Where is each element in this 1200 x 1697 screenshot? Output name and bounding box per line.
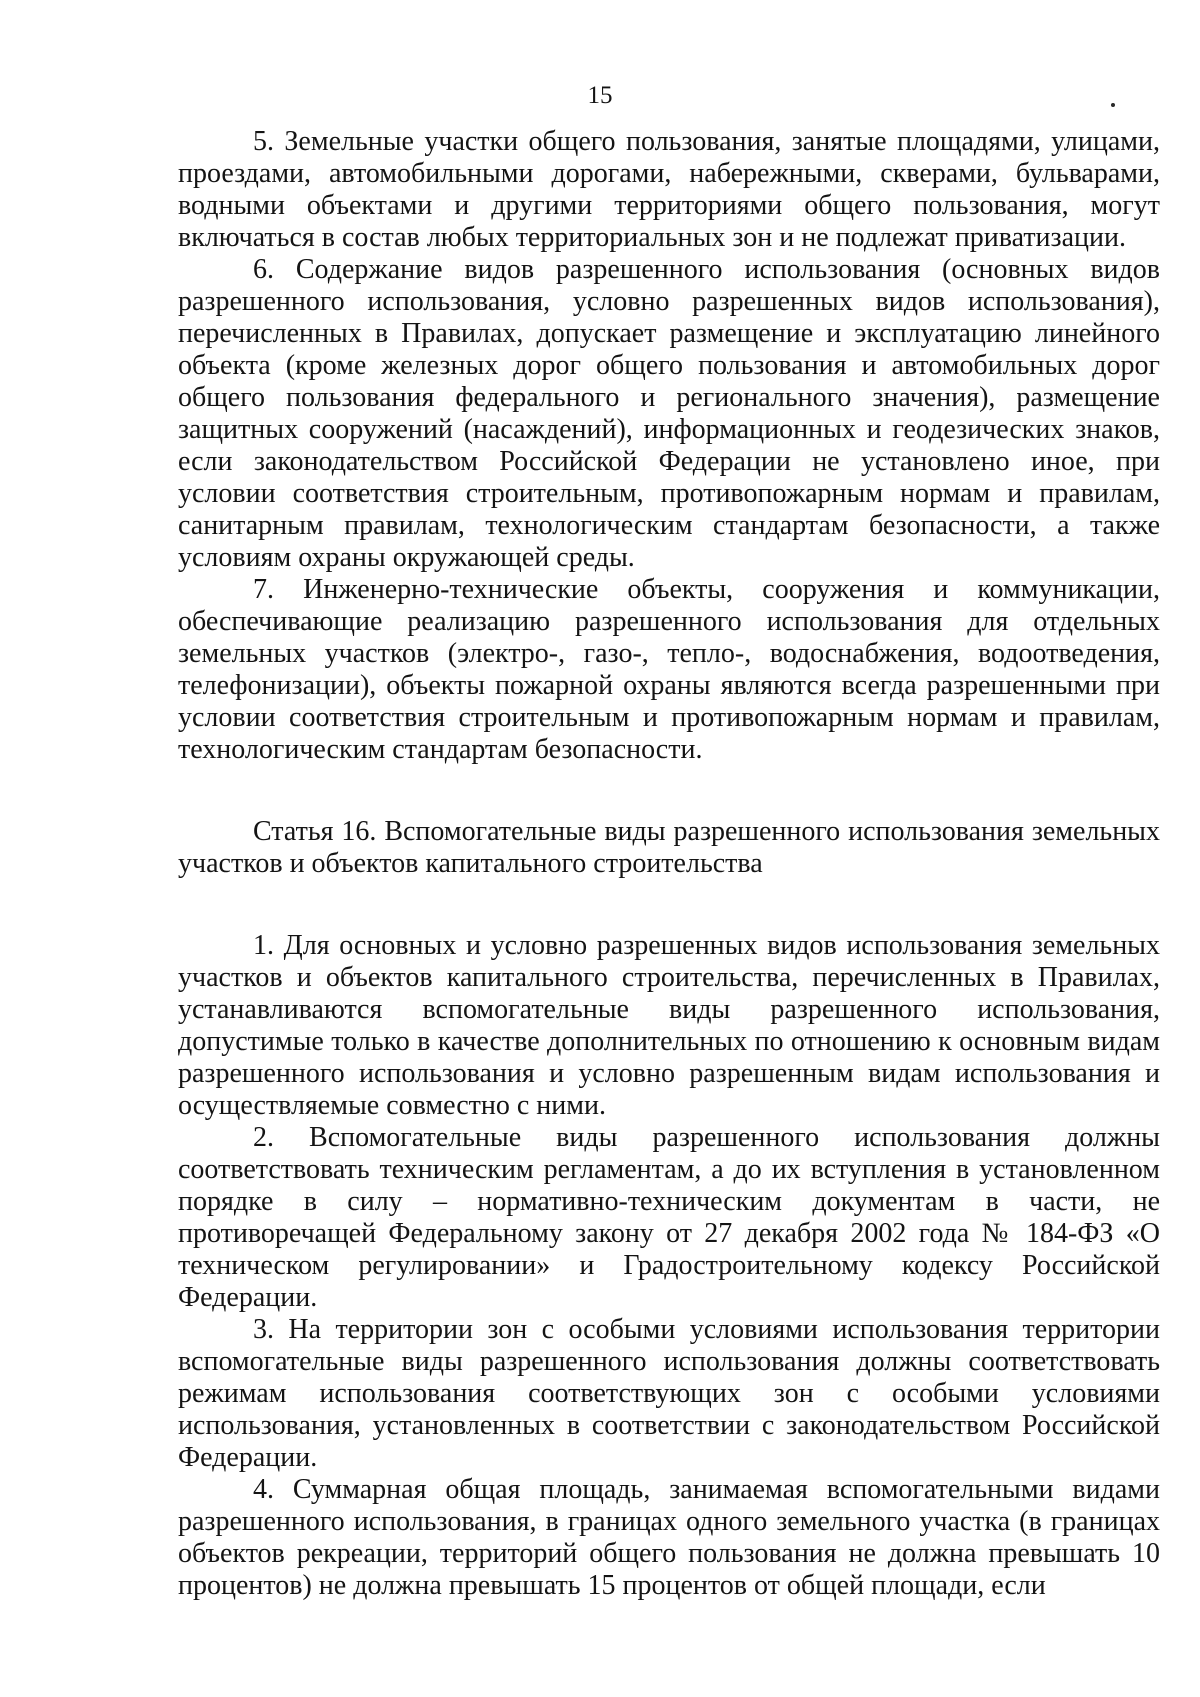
article-paragraph-2: 2. Вспомогательные виды разрешенного использования должны соответствовать техническим регламентам, а до их вступления в установленном порядке в силу – нормативно-техническим документам в части, не противоречащей Федеральному закону от 27 декабря 2002 года № 184-ФЗ «О техническом регулировании» и Градостроительному кодексу Российской Федерации. [178, 1122, 1160, 1313]
paragraph-7: 7. Инженерно-технические объекты, сооружения и коммуникации, обеспечивающие реализацию разрешенного использования для отдельных земельных участков (электро-, газо-, тепло-, водоснабжения, водоотведения, телефонизации), объекты пожарной охраны являются всегда разрешенными при условии соответствия строительным и противопожарным нормам и правилам, технологическим стандартам безопасности. [178, 574, 1160, 765]
scan-speck [1111, 103, 1115, 107]
article-paragraph-4: 4. Суммарная общая площадь, занимаемая вспомогательными видами разрешенного использования, в границах одного земельного участка (в границах объектов рекреации, территорий общего пользования не должна превышать 10 процентов) не должна превышать 15 процентов от общей площади, если [178, 1474, 1160, 1601]
article-paragraph-1: 1. Для основных и условно разрешенных видов использования земельных участков и объектов капитального строительства, перечисленных в Правилах, устанавливаются вспомогательные виды разрешенного использования, допустимые только в качестве дополнительных по отношению к основным видам разрешенного использования и условно разрешенным видам использования и осуществляемые совместно с ними. [178, 930, 1160, 1121]
paragraph-6: 6. Содержание видов разрешенного использования (основных видов разрешенного использования, условно разрешенных видов использования), перечисленных в Правилах, допускает размещение и эксплуатацию линейного объекта (кроме железных дорог общего пользования и автомобильных дорог общего пользования федерального и регионального значения), размещение защитных сооружений (насаждений), информационных и геодезических знаков, если законодательством Российской Федерации не установлено иное, при условии соответствия строительным, противопожарным нормам и правилам, санитарным правилам, технологическим стандартам безопасности, а также условиям охраны окружающей среды. [178, 254, 1160, 573]
page-number: 15 [587, 82, 613, 109]
article-paragraph-3: 3. На территории зон с особыми условиями использования территории вспомогательные виды разрешенного использования должны соответствовать режимам использования соответствующих зон с особыми условиями использования, установленных в соответствии с законодательством Российской Федерации. [178, 1314, 1160, 1473]
article-heading: Статья 16. Вспомогательные виды разрешенного использования земельных участков и объектов капитального строительства [178, 816, 1160, 879]
paragraph-5: 5. Земельные участки общего пользования, занятые площадями, улицами, проездами, автомобильными дорогами, набережными, скверами, бульварами, водными объектами и другими территориями общего пользования, могут включаться в состав любых территориальных зон и не подлежат приватизации. [178, 126, 1160, 253]
document-body [178, 126, 1160, 1602]
